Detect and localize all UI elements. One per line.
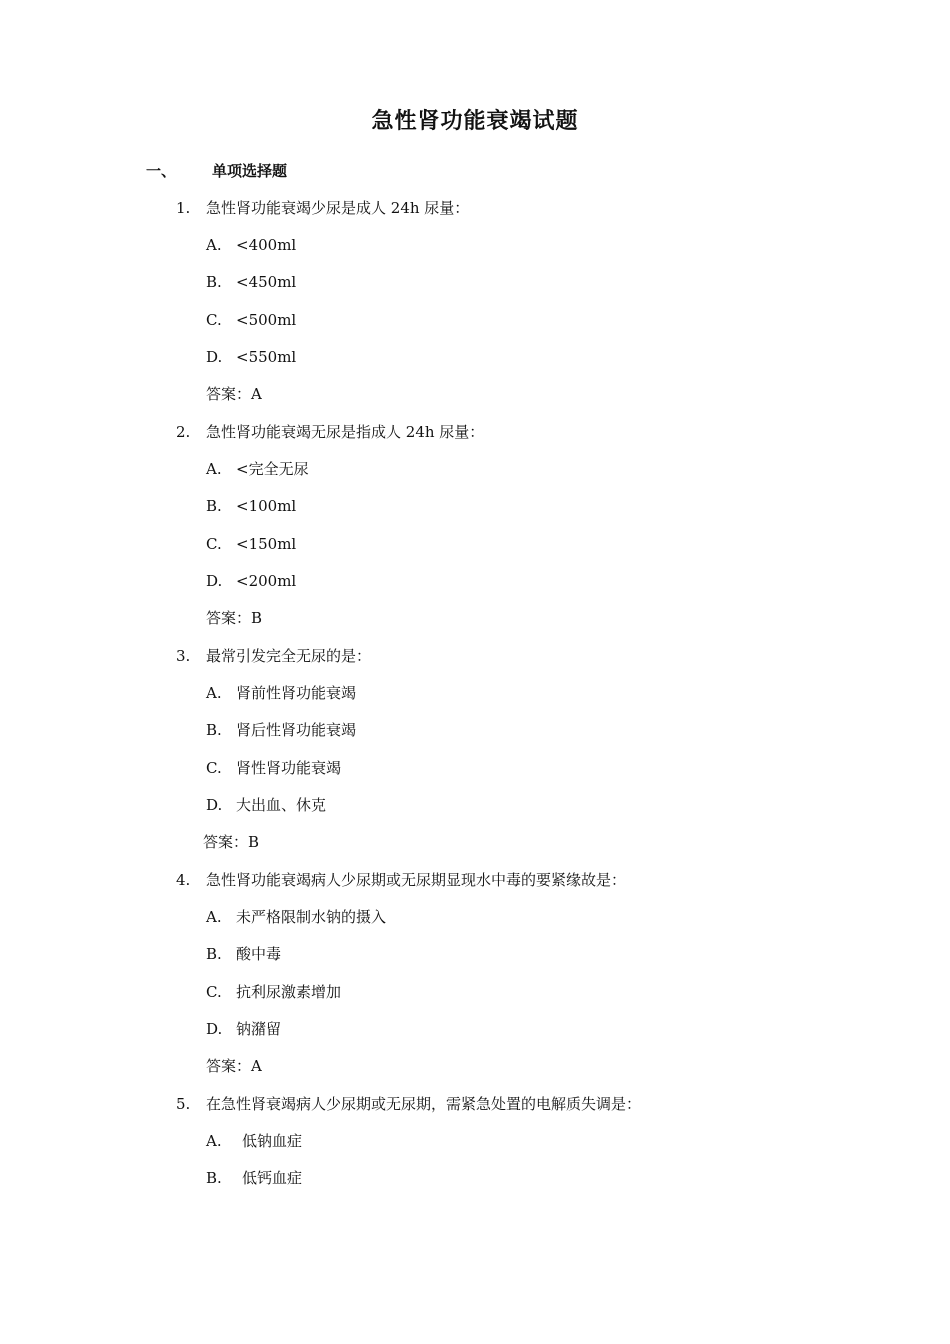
option-text: <550ml bbox=[236, 348, 297, 366]
option-label: C. bbox=[206, 983, 222, 1001]
option-1d bbox=[206, 347, 296, 367]
page-title: 急性肾功能衰竭试题 bbox=[371, 109, 579, 134]
question-text: 在急性肾衰竭病人少尿期或无尿期，需紧急处置的电解质失调是： bbox=[206, 1095, 642, 1113]
option-5b bbox=[206, 1168, 302, 1188]
question-text: 最常引发完全无尿的是： bbox=[206, 647, 372, 665]
option-text: <500ml bbox=[236, 311, 297, 329]
question-text: 急性肾功能衰竭少尿是成人 24h 尿量： bbox=[206, 199, 470, 217]
option-3d bbox=[206, 795, 326, 815]
option-label: B. bbox=[206, 1169, 222, 1187]
option-text: 抗利尿激素增加 bbox=[236, 983, 342, 1001]
option-text: 肾后性肾功能衰竭 bbox=[236, 721, 357, 739]
option-text: 肾性肾功能衰竭 bbox=[236, 759, 342, 777]
option-text: <完全无尿 bbox=[236, 460, 309, 478]
option-4c bbox=[206, 982, 341, 1002]
option-label: C. bbox=[206, 311, 222, 329]
option-1a bbox=[206, 235, 296, 255]
option-label: B. bbox=[206, 945, 222, 963]
option-label: B. bbox=[206, 273, 222, 291]
option-5a bbox=[206, 1131, 302, 1151]
option-text: 未严格限制水钠的摄入 bbox=[236, 908, 387, 926]
section-heading bbox=[146, 160, 287, 181]
option-3c bbox=[206, 758, 341, 778]
option-2b bbox=[206, 496, 296, 516]
section-label: 单项选择题 bbox=[212, 162, 288, 180]
option-label: D. bbox=[206, 348, 223, 366]
option-label: A. bbox=[206, 684, 222, 702]
option-text: 酸中毒 bbox=[236, 945, 282, 963]
question-4 bbox=[176, 870, 626, 890]
option-1b bbox=[206, 272, 296, 292]
question-number: 4. bbox=[176, 871, 191, 889]
option-2d bbox=[206, 571, 296, 591]
option-text: <400ml bbox=[236, 236, 297, 254]
option-3a bbox=[206, 683, 356, 703]
option-2a bbox=[206, 459, 309, 479]
option-label: B. bbox=[206, 721, 222, 739]
option-text: 低钠血症 bbox=[242, 1132, 303, 1150]
option-4a bbox=[206, 907, 386, 927]
section-number: 一、 bbox=[146, 162, 177, 180]
answer-1: 答案：A bbox=[206, 385, 262, 403]
option-4b bbox=[206, 944, 281, 964]
option-label: A. bbox=[206, 236, 222, 254]
option-label: D. bbox=[206, 572, 223, 590]
option-label: A. bbox=[206, 1132, 222, 1150]
question-text: 急性肾功能衰竭无尿是指成人 24h 尿量： bbox=[206, 423, 485, 441]
option-label: B. bbox=[206, 497, 222, 515]
question-5 bbox=[176, 1094, 641, 1114]
answer-4: 答案：A bbox=[206, 1057, 262, 1075]
option-label: A. bbox=[206, 460, 222, 478]
option-text: 肾前性肾功能衰竭 bbox=[236, 684, 357, 702]
option-label: D. bbox=[206, 1020, 223, 1038]
option-text: 钠潴留 bbox=[236, 1020, 282, 1038]
option-label: A. bbox=[206, 908, 222, 926]
question-number: 2. bbox=[176, 423, 191, 441]
option-3b bbox=[206, 720, 356, 740]
answer-3: 答案：B bbox=[203, 833, 260, 851]
option-text: <200ml bbox=[236, 572, 297, 590]
option-text: 低钙血症 bbox=[242, 1169, 303, 1187]
question-number: 1. bbox=[176, 199, 191, 217]
option-text: <150ml bbox=[236, 535, 297, 553]
option-text: <450ml bbox=[236, 273, 297, 291]
answer-2: 答案：B bbox=[206, 609, 263, 627]
question-3 bbox=[176, 646, 371, 666]
option-label: C. bbox=[206, 535, 222, 553]
option-label: C. bbox=[206, 759, 222, 777]
option-text: <100ml bbox=[236, 497, 297, 515]
option-2c bbox=[206, 534, 296, 554]
question-2 bbox=[176, 422, 484, 442]
question-number: 5. bbox=[176, 1095, 191, 1113]
question-text: 急性肾功能衰竭病人少尿期或无尿期显现水中毒的要紧缘故是： bbox=[206, 871, 627, 889]
option-4d bbox=[206, 1019, 281, 1039]
question-number: 3. bbox=[176, 647, 191, 665]
question-1 bbox=[176, 198, 469, 218]
option-label: D. bbox=[206, 796, 223, 814]
option-text: 大出血、休克 bbox=[236, 796, 327, 814]
option-1c bbox=[206, 310, 296, 330]
